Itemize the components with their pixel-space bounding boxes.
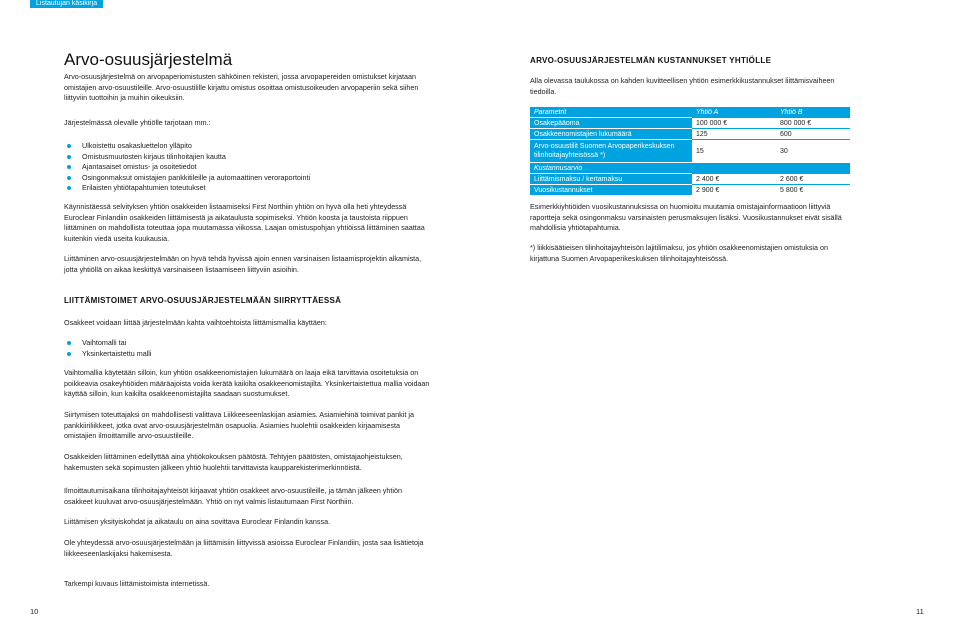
web-reference: Tarkempi kuvaus liittämistoimista internetissä.: [64, 579, 210, 588]
transfer-paragraph: Ilmoittautumisaikana tilinhoitajayhteisöt kirjaavat yhtiön osakkeet arvo-osuustileille, ja tämän jälkeen yhtiön osakkeet kuuluvat arvo-osuusjärjestelmään. Yhtiö on nyt valmis listautumaan First Northiin.: [64, 486, 402, 506]
document-tab-label: Listautujan käsikirja: [30, 0, 103, 8]
transfer-intro: Osakkeet voidaan liittää järjestelmään kahta vaihtoehtoista liittämismallia käyttäen:: [64, 318, 327, 327]
table-cell: Arvo-osuustilit Suomen Arvopaperikeskuksen tilinhoitajayhteisössä *): [530, 140, 692, 163]
transfer-paragraph: Liittämisen yksityiskohdat ja aikataulu on aina sovittava Euroclear Finlandin kanssa.: [64, 517, 331, 526]
bullet-icon: [67, 165, 71, 169]
table-cell: 2 600 €: [776, 174, 850, 185]
bullet-icon: [67, 155, 71, 159]
footnote: *) liikkisäätieisen tilinhoitajayhteisön lajitilimaksu, jos yhtiön osakkeenomistajien omistuksia on kirjattuna Suomen Arvopaperikeskuksen tilinhoitajayhteisössä.: [530, 243, 829, 263]
page-number-left: 10: [30, 607, 39, 616]
table-header-row: [530, 107, 850, 118]
table-cell: Liittämismaksu / kertamaksu: [530, 174, 692, 185]
transfer-heading: LIITTÄMISTOIMET ARVO-OSUUSJÄRJESTELMÄÄN SIIRRYTTÄESSÄ: [64, 296, 342, 305]
table-row: [530, 140, 850, 163]
table-row: [530, 174, 850, 185]
table-row: [530, 118, 850, 129]
table-header-cell: Parametrit: [530, 107, 692, 118]
cost-table: [530, 107, 850, 195]
table-header-cell: Yhtiö A: [692, 107, 776, 118]
table-cell: 5 800 €: [776, 185, 850, 196]
table-cell: 125: [692, 129, 776, 140]
bullet-icon: [67, 186, 71, 190]
table-cell: 2 900 €: [692, 185, 776, 196]
listing-paragraph: Käynnistäessä selvityksen yhtiön osakkeiden listaamiseksi First Northiin yhtiön on hyvä olla heti yhteydessä Euroclear Finlandiin osakkeiden liittämisestä ja aikataulusta sopimiseksi. Yhtiön koosta ja taustoista riippuen liittäminen on mahdollista toteuttaa jopa muutamassa viikossa. Laajan omistuspohjan yhtiöissä liittäminen saattaa kuitenkin viedä useita kuukausia.: [64, 202, 425, 243]
intro-paragraph: Arvo-osuusjärjestelmä on arvopaperiomistusten sähköinen rekisteri, jossa arvopapereiden omistukset kirjataan omistajien arvo-osuustileille. Arvo-osuustilille kirjattu omistus osoittaa omistusoikeuden arvopaperiin sekä siihen liittyviin tuottoihin ja muihin oikeuksiin.: [64, 72, 419, 102]
models-list: [64, 338, 430, 359]
bullet-icon: [67, 352, 71, 356]
timing-paragraph: Liittäminen arvo-osuusjärjestelmään on hyvä tehdä hyvissä ajoin ennen varsinaisen listaamisprojektin alkamista, jotta yhtiöllä on aikaa keskittyä varsinaiseen listaamiseen liittyviin asioihin.: [64, 254, 422, 274]
bullet-icon: [67, 341, 71, 345]
table-cell: 600: [776, 129, 850, 140]
costs-note-paragraph: Esimerkkiyhtiöiden vuosikustannuksissa on huomioitu muutamia omistajainformaatioon liittyviä raportteja sekä osingonmaksu varsinaisten perusmaksujen lisäksi. Vuosikustannukset eivät sisällä mahdollisia yhtiötapahtumia.: [530, 202, 842, 232]
table-cell: 2 400 €: [692, 174, 776, 185]
transfer-paragraph: Vaihtomallia käytetään silloin, kun yhtiön osakkeenomistajien lukumäärä on laaja eikä tarvittavia osoitetuksia on poikkeavia osakeyhtiöiden määräajoista voida kerätä kaikilta osakkeenomistajilta. Yksinkertaistettua mallia voidaan käyttää silloin, kun kaikilta osakkeenomistajilta saadaan suostumukset.: [64, 368, 430, 398]
table-subheader-cell: Kustannusarvio: [530, 163, 692, 174]
costs-intro: Alla olevassa taulukossa on kahden kuvitteellisen yhtiön esimerkkikustannukset liittämisvaiheen tiedoilla.: [530, 76, 835, 96]
transfer-paragraph: Osakkeiden liittäminen edellyttää aina yhtiökokouksen päätöstä. Tehtyjen päätösten, omistajaohjeistuksen, hakemusten sekä sopimusten jälkeen yhtiö huolehtii tarvittavista kaupparekisterimerkinnöistä.: [64, 452, 403, 472]
bullet-icon: [67, 144, 71, 148]
top-bar: [0, 0, 960, 8]
list-item: Ulkoistettu osakasluettelon ylläpito: [64, 141, 430, 152]
table-cell: 100 000 €: [692, 118, 776, 129]
table-subheader-row: [530, 163, 850, 174]
transfer-paragraph: Siirtymisen toteuttajaksi on mahdollisesti valittava Liikkeeseenlaskijan asiamies. Asiamiehinä toimivat pankit ja pankkiiriliikkeet, jotka ovat arvo-osuusjärjestelmän osapuolia. Asiamies huolehtii osakkeiden kirjaamisesta omistajien ilmoittamille arvo-osuustileille.: [64, 410, 414, 440]
list-item: Osingonmaksut omistajien pankkitileille ja automaattinen veroraportointi: [64, 173, 430, 184]
list-item: Vaihtomalli tai: [64, 338, 430, 349]
table-cell: 30: [776, 140, 850, 163]
table-row: [530, 129, 850, 140]
page-title: Arvo-osuusjärjestelmä: [64, 50, 233, 69]
table-header-cell: Yhtiö B: [776, 107, 850, 118]
list-item: Ajantasaiset omistus- ja osoitetiedot: [64, 162, 430, 173]
table-cell: 15: [692, 140, 776, 163]
costs-heading: ARVO-OSUUSJÄRJESTELMÄN KUSTANNUKSET YHTIÖLLE: [530, 56, 772, 65]
list-item: Erilaisten yhtiötapahtumien toteutukset: [64, 183, 430, 194]
table-cell: 800 000 €: [776, 118, 850, 129]
table-cell: Osakepääoma: [530, 118, 692, 129]
list-item: Yksinkertaistettu malli: [64, 349, 430, 360]
services-intro: Järjestelmässä olevalle yhtiölle tarjotaan mm.:: [64, 118, 211, 127]
transfer-paragraph: Ole yhteydessä arvo-osuusjärjestelmään ja liittämisiin liittyvissä asioissa Euroclear Finlandiin, josta saa lisätietoja liikkeeseenlaskijaksi hakemisesta.: [64, 538, 424, 558]
table-cell: Osakkeenomistajien lukumäärä: [530, 129, 692, 140]
page-number-right: 11: [916, 607, 924, 616]
services-list: [64, 141, 430, 194]
list-item: Omistusmuutosten kirjaus tilinhoitajien kautta: [64, 152, 430, 163]
bullet-icon: [67, 176, 71, 180]
table-cell: Vuosikustannukset: [530, 185, 692, 196]
table-row: [530, 185, 850, 196]
